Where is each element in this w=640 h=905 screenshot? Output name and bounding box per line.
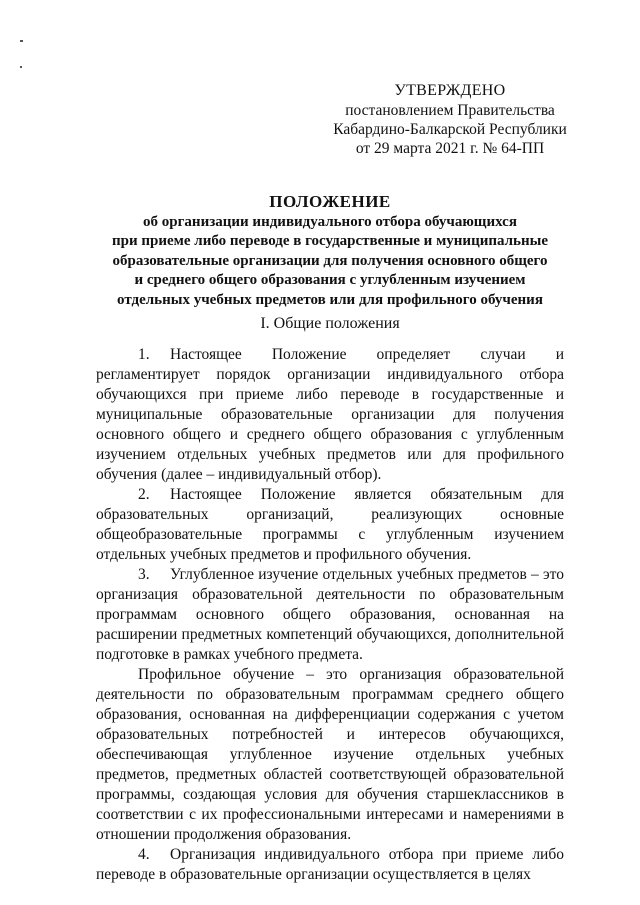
title-line: образовательные организации для получения основного общего [112, 252, 548, 269]
approval-line: постановлением Правительства [345, 102, 555, 119]
paragraph-text: Настоящее Положение является обязательным для образовательных организаций, реализующих основные общеобразовательные программы с углубленным изучением отдельных учебных предметов и профильного обучения. [96, 486, 564, 563]
paragraph [96, 665, 564, 845]
paragraph [96, 485, 564, 565]
paragraph [96, 565, 564, 665]
approval-line: от 29 марта 2021 г. № 64-ПП [355, 140, 545, 157]
approval-heading: УТВЕРЖДЕНО [394, 82, 506, 99]
paragraph-text: Углубленное изучение отдельных учебных предметов – это организация образовательной деятельности по образовательным программам основного общего образования, основанная на расширении предметных компетенций обучающихся, дополнительной подготовке в рамках учебного предмета. [96, 566, 564, 663]
paragraph [96, 845, 564, 885]
scan-speck [20, 40, 23, 42]
paragraph-text: Профильное обучение – это организация образовательной деятельности по образовательным программам среднего общего образования, основанная на дифференциации содержания с учетом образовательных потребностей и интересов обучающихся, обеспечивающая углубленное изучение отдельных учебных предметов, предметных областей соответствующей образовательной программы, создающая условия для обучения старшеклассников в соответствии с их профессиональными интересами и намерениями в отношении продолжения образования. [96, 666, 564, 843]
paragraph-number: 4. [138, 846, 150, 863]
scan-speck [20, 66, 22, 68]
title-main: ПОЛОЖЕНИЕ [269, 192, 391, 211]
paragraph-number: 1. [138, 346, 150, 363]
title-line: об организации индивидуального отбора обучающихся [143, 214, 517, 230]
approval-stamp [330, 81, 570, 158]
document-body [96, 345, 564, 885]
paragraph-text: Организация индивидуального отбора при приеме либо переводе в образовательные организации осуществляется в целях [96, 846, 564, 883]
paragraph-number: 2. [138, 486, 150, 503]
paragraph [96, 345, 564, 485]
approval-line: Кабардино-Балкарской Республики [333, 121, 567, 138]
paragraph-number: 3. [138, 566, 150, 583]
title-line: и среднего общего образования с углубленным изучением [134, 272, 526, 289]
title-line: отдельных учебных предметов или для профильного обучения [117, 291, 543, 308]
section-heading: I. Общие положения [260, 315, 400, 332]
document-title [96, 191, 564, 310]
title-line: при приеме либо переводе в государственные и муниципальные [112, 233, 548, 250]
paragraph-text: Настоящее Положение определяет случаи и регламентирует порядок организации индивидуального отбора обучающихся при приеме либо переводе в государственные и муниципальные образовательные организации для получения основного общего и среднего общего образования с углубленным изучением отдельных учебных предметов или для профильного обучения (далее – индивидуальный отбор). [96, 346, 564, 483]
